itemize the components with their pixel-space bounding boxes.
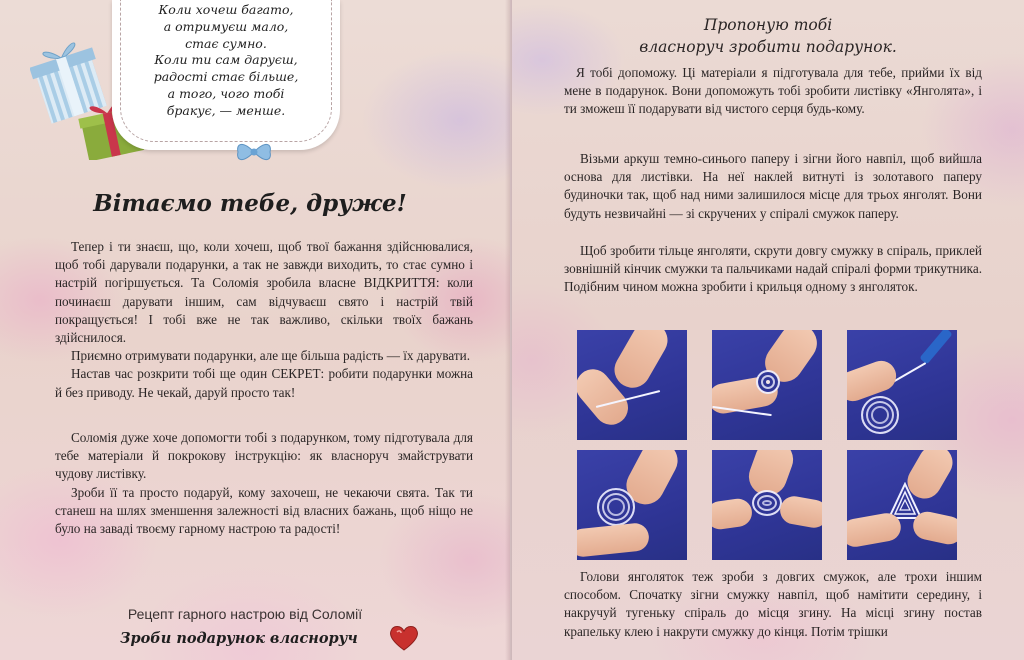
greeting-heading: Вітаємо тебе, друже! [93, 190, 407, 217]
recipe-signature: Зроби подарунок власноруч [120, 630, 358, 647]
quote-line: Коли хочеш багато, [158, 2, 294, 17]
right-page [512, 0, 1024, 660]
paragraph: Голови янголяток теж зроби з довгих смужок, але трохи іншим способом. Спочатку зігни смужку навпіл, щоб намітити середину, і накручуй тугеньку спіраль до місця згину. На місці згину постав крапельку клею і накрути смужку до кінця. Потім трішки [564, 569, 982, 639]
ribbon-bow-icon [234, 140, 274, 164]
right-page-title [512, 14, 1024, 58]
heart-icon [389, 624, 419, 652]
step-photo-2 [712, 330, 822, 440]
instruction-paragraph [564, 568, 982, 641]
paragraph: Я тобі допоможу. Ці матеріали я підготувала для тебе, прийми їх від мене в подарунок. Вони допоможуть тобі зробити листівку «Янголята», і ти зможеш її подарувати від чистого серця будь-кому. [564, 65, 982, 117]
step-photo-5 [712, 450, 822, 560]
title-line: власноруч зробити подарунок. [639, 38, 897, 56]
quilling-photo-grid [577, 330, 977, 560]
instruction-paragraph [564, 242, 982, 297]
paragraph: Настав час розкрити тобі ще один СЕКРЕТ: робити подарунки можна й без приводу. Не чекай, даруй просто так! [55, 366, 473, 400]
instruction-paragraph [564, 150, 982, 223]
paragraph: Тепер і ти знаєш, що, коли хочеш, щоб твої бажання здійснювалися, щоб тобі дарували подарунки, а так не завжди виходить, то стає сумно і настрій погіршується. Та Соломія зробила власне ВІДКРИТТЯ: коли починаєш дарувати іншим, сам відчуваєш свято і настрій твій покращується! І тобі вже не так важливо, скільки твоїх бажань здійснилося. [55, 239, 473, 346]
paragraph: Зроби її та просто подаруй, кому захочеш, не чекаючи свята. Так ти станеш на шлях зменшення залежності від власних бажань, щоб ніщо не було на заваді твоєму гарному настрою та радості! [55, 484, 473, 537]
paragraph: Соломія дуже хоче допомогти тобі з подарунком, тому підготувала для тебе матеріали й покрокову інструкцію: як власноруч змайструвати чудову листівку. [55, 430, 473, 482]
quote-line: а того, чого тобі [167, 85, 285, 101]
quote-line: стає сумно. [185, 35, 267, 51]
left-page [0, 0, 510, 660]
help-text [55, 429, 473, 538]
quote-card [112, 0, 340, 150]
step-photo-6 [847, 450, 957, 560]
intro-text [55, 238, 473, 402]
title-line: Пропоную тобі [703, 16, 833, 34]
quote-line: Коли ти сам даруєш, [154, 52, 298, 68]
quote-line: бракує, — менше. [166, 102, 286, 118]
step-photo-3 [847, 330, 957, 440]
quote-line: а отримуєш мало, [163, 18, 289, 34]
step-photo-4 [577, 450, 687, 560]
recipe-caption: Рецепт гарного настрою від Соломії [127, 606, 363, 622]
paragraph: Приємно отримувати подарунки, але ще більша радість — їх дарувати. [71, 348, 471, 364]
quote-text [128, 2, 324, 120]
quote-line: радості стає більше, [153, 69, 299, 85]
instruction-paragraph [564, 64, 982, 119]
paragraph: Щоб зробити тільце янголяти, скрути довгу смужку в спіраль, приклей зовнішній кінчик смужки та пальчиками надай спіралі форми трикутника. Подібним чином можна зробити і крильця одному з янголяток. [564, 243, 982, 295]
step-photo-1 [577, 330, 687, 440]
paragraph: Візьми аркуш темно-синього паперу і зігни його навпіл, щоб вийшла основа для листівки. На неї наклей витнуті із золотавого паперу будиночки так, щоб над ними залишилося місце для трьох янголят. Вони будуть незвичайні — зі скручених у спіралі смужок паперу. [564, 151, 982, 221]
